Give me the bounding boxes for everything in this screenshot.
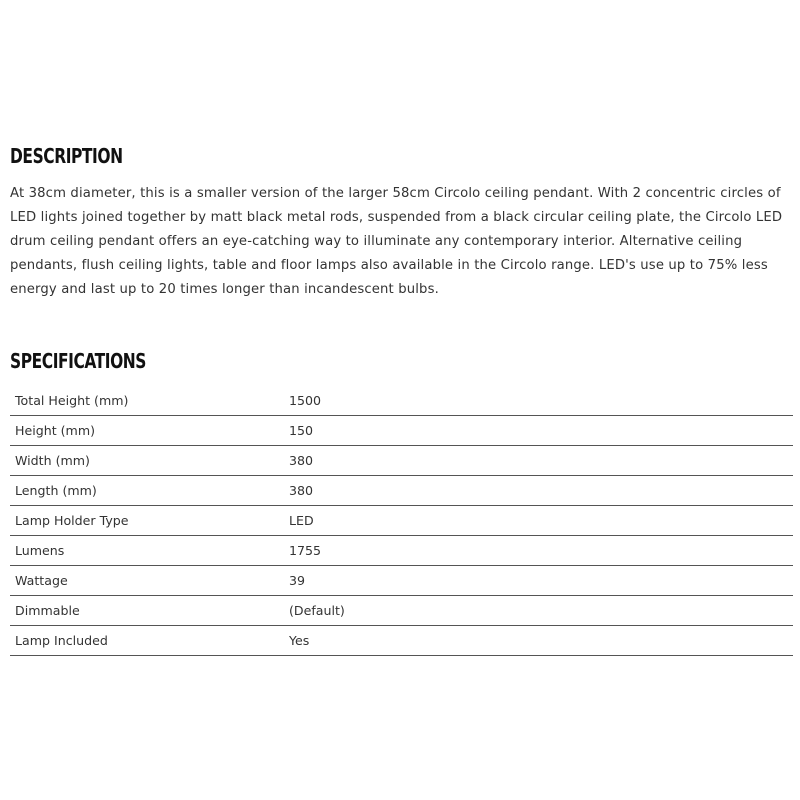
spec-value: 380 (289, 476, 793, 506)
spec-row-lamp-holder-type (10, 506, 793, 536)
spec-value: 380 (289, 446, 793, 476)
spec-label: Lamp Included (10, 626, 289, 656)
description-text: At 38cm diameter, this is a smaller version of the larger 58cm Circolo ceiling pendant. With 2 concentric circles of LED lights joined together by matt black metal rods, suspended from a black circular ceiling plate, the Circolo LED drum ceiling pendant offers an eye-catching way to illuminate any contemporary interior. Alternative ceiling pendants, flush ceiling lights, table and floor lamps also available in the Circolo range. LED's use up to 75% less energy and last up to 20 times longer than incandescent bulbs. (10, 186, 783, 297)
spec-value: LED (289, 506, 793, 536)
specifications-table (10, 386, 793, 656)
spec-value: Yes (289, 626, 793, 656)
spec-row-length (10, 476, 793, 506)
spec-value: 39 (289, 566, 793, 596)
spec-label: Dimmable (10, 596, 289, 626)
spec-value: 1500 (289, 386, 793, 416)
spec-row-lamp-included (10, 626, 793, 656)
spec-label: Lamp Holder Type (10, 506, 289, 536)
spec-label: Total Height (mm) (10, 386, 289, 416)
spec-value: (Default) (289, 596, 793, 626)
spec-row-width (10, 446, 793, 476)
spec-label: Lumens (10, 536, 289, 566)
spec-label: Wattage (10, 566, 289, 596)
description-heading: DESCRIPTION (10, 144, 123, 168)
spec-row-lumens (10, 536, 793, 566)
spec-label: Length (mm) (10, 476, 289, 506)
spec-value: 1755 (289, 536, 793, 566)
spec-row-total-height (10, 386, 793, 416)
spec-value: 150 (289, 416, 793, 446)
spec-row-wattage (10, 566, 793, 596)
spec-label: Height (mm) (10, 416, 289, 446)
spec-label: Width (mm) (10, 446, 289, 476)
specifications-heading: SPECIFICATIONS (10, 349, 147, 373)
spec-row-dimmable (10, 596, 793, 626)
spec-row-height (10, 416, 793, 446)
